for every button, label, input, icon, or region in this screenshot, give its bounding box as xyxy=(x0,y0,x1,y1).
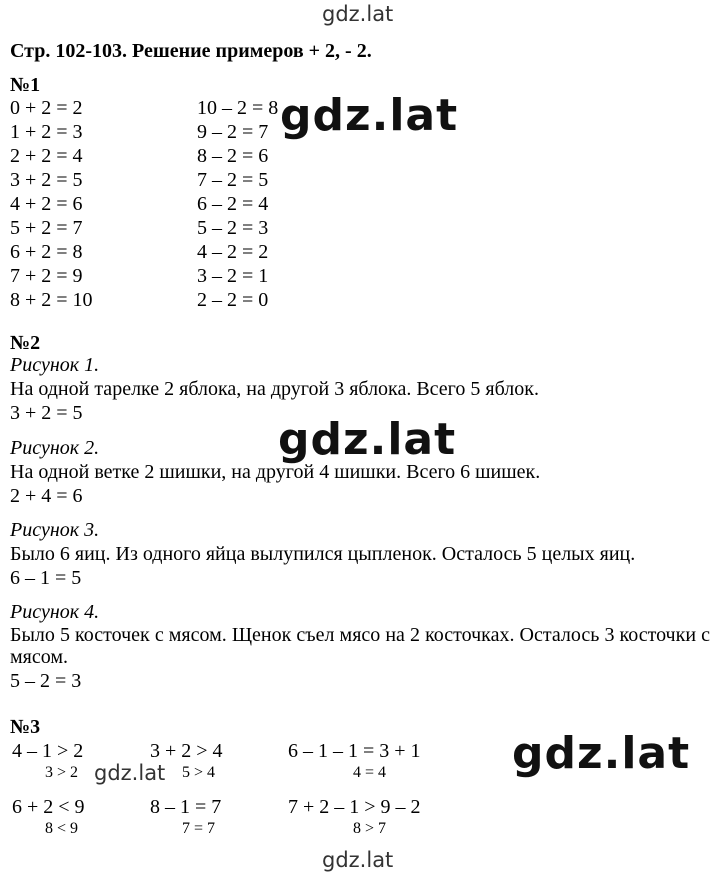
picture-2-text: На одной ветке 2 шишки, на другой 4 шишки. Всего 6 шишек. xyxy=(10,461,541,483)
inequality: 8 – 1 = 7 xyxy=(150,796,222,818)
equation: 5 + 2 = 7 xyxy=(10,217,83,239)
equation: 2 – 2 = 0 xyxy=(197,289,269,311)
task-1-number: №1 xyxy=(10,74,41,96)
page-title: Стр. 102-103. Решение примеров + 2, - 2. xyxy=(10,40,372,62)
task-1-right-column xyxy=(197,96,278,312)
picture-4-equation: 5 – 2 = 3 xyxy=(10,670,82,692)
equation: 1 + 2 = 3 xyxy=(10,121,83,143)
equation: 6 – 2 = 4 xyxy=(197,193,269,215)
inequality-check: 8 < 9 xyxy=(45,820,79,837)
equation: 6 + 2 = 8 xyxy=(10,241,83,263)
equation: 9 – 2 = 7 xyxy=(197,121,269,143)
inequality-check: 5 > 4 xyxy=(182,764,216,781)
equation: 3 – 2 = 1 xyxy=(197,265,269,287)
watermark-lower-inline: gdz.lat xyxy=(94,761,166,785)
task-1-left-column xyxy=(10,96,93,312)
inequality-check: 3 > 2 xyxy=(45,764,79,781)
inequality: 6 + 2 < 9 xyxy=(12,796,85,818)
watermark-upper-right: gdz.lat xyxy=(280,90,459,141)
watermark-top: gdz.lat xyxy=(322,2,394,26)
equation: 4 – 2 = 2 xyxy=(197,241,269,263)
picture-1-text: На одной тарелке 2 яблока, на другой 3 яблока. Всего 5 яблок. xyxy=(10,378,539,400)
inequality: 4 – 1 > 2 xyxy=(12,740,84,762)
equation: 3 + 2 = 5 xyxy=(10,169,83,191)
equation: 2 + 2 = 4 xyxy=(10,145,83,167)
picture-1-equation: 3 + 2 = 5 xyxy=(10,402,83,424)
picture-1-label: Рисунок 1. xyxy=(10,354,100,376)
inequality: 3 + 2 > 4 xyxy=(150,740,223,762)
watermark-middle: gdz.lat xyxy=(278,414,457,465)
equation: 10 – 2 = 8 xyxy=(197,97,279,119)
picture-2-label: Рисунок 2. xyxy=(10,437,100,459)
inequality-check: 7 = 7 xyxy=(182,820,216,837)
equation: 4 + 2 = 6 xyxy=(10,193,83,215)
task-2-number: №2 xyxy=(10,332,41,354)
equation: 7 + 2 = 9 xyxy=(10,265,83,287)
equation: 7 – 2 = 5 xyxy=(197,169,269,191)
picture-4-label: Рисунок 4. xyxy=(10,601,100,623)
task-3-number: №3 xyxy=(10,716,41,738)
picture-4-text: Было 5 косточек с мясом. Щенок съел мясо на 2 косточках. Осталось 3 косточки с мясом. xyxy=(10,624,710,668)
picture-3-equation: 6 – 1 = 5 xyxy=(10,567,82,589)
picture-3-text: Было 6 яиц. Из одного яйца вылупился цыпленок. Осталось 5 целых яиц. xyxy=(10,543,636,565)
inequality-check: 4 = 4 xyxy=(353,764,387,781)
inequality: 7 + 2 – 1 > 9 – 2 xyxy=(288,796,421,818)
equation: 8 – 2 = 6 xyxy=(197,145,269,167)
picture-2-equation: 2 + 4 = 6 xyxy=(10,485,83,507)
equation: 8 + 2 = 10 xyxy=(10,289,93,311)
picture-3-label: Рисунок 3. xyxy=(10,519,100,541)
inequality-check: 8 > 7 xyxy=(353,820,387,837)
inequality: 6 – 1 – 1 = 3 + 1 xyxy=(288,740,421,762)
watermark-lower-right: gdz.lat xyxy=(512,728,691,779)
watermark-bottom: gdz.lat xyxy=(322,848,394,872)
equation: 0 + 2 = 2 xyxy=(10,97,83,119)
equation: 5 – 2 = 3 xyxy=(197,217,269,239)
